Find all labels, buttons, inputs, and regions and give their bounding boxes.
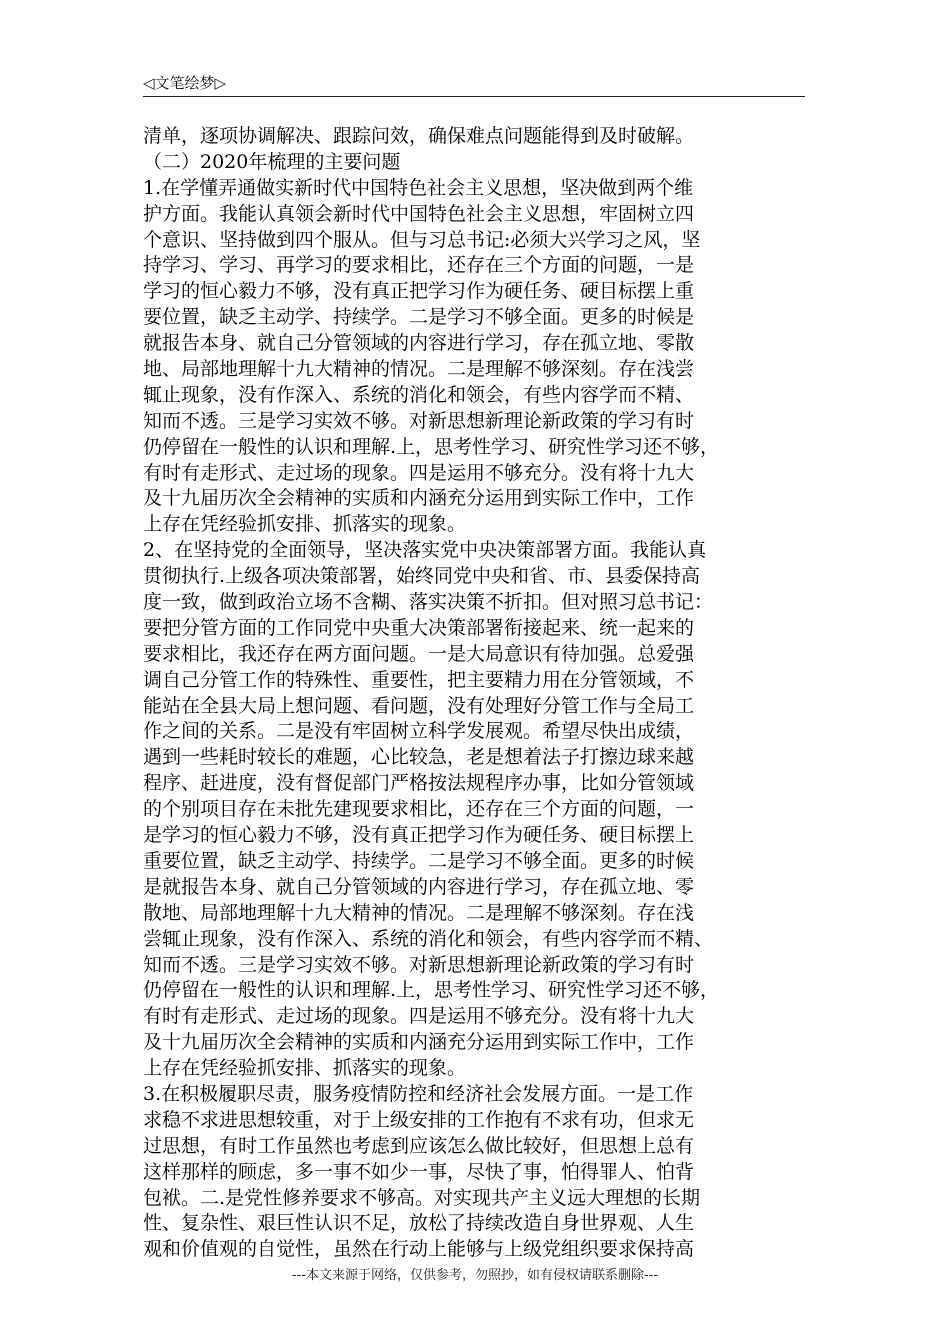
document-body xyxy=(143,124,823,1263)
text-line: 尝辄止现象，没有作深入、系统的消化和领会，有些内容学而不精、 xyxy=(143,927,714,950)
text-line: 要把分管方面的工作同党中央重大决策部署衔接起来、统一起来的 xyxy=(143,616,695,639)
text-line: 能站在全县大局上想问题、看问题，没有处理好分管工作与全局工 xyxy=(143,694,695,717)
text-line: 辄止现象，没有作深入、系统的消化和领会，有些内容学而不精、 xyxy=(143,383,695,406)
text-line: 作之间的关系。二是没有牢固树立科学发展观。希望尽快出成绩， xyxy=(143,720,695,743)
text-line: 要求相比，我还存在两方面问题。一是大局意识有待加强。总爱强 xyxy=(143,642,695,665)
text-line: 学习的恒心毅力不够，没有真正把学习作为硬任务、硬目标摆上重 xyxy=(143,280,695,303)
footer-disclaimer: ---本文来源于网络，仅供参考，勿照抄，如有侵权请联系删除--- xyxy=(291,1268,659,1283)
text-line: 2、在坚持党的全面领导，坚决落实党中央决策部署方面。我能认真 xyxy=(143,539,707,562)
text-line: 仍停留在一般性的认识和理解.上，思考性学习、研究性学习还不够， xyxy=(143,435,720,458)
text-line: 包袱。二.是党性修养要求不够高。对实现共产主义远大理想的长期 xyxy=(143,1186,701,1209)
page-footer xyxy=(0,1264,950,1283)
text-line: 的个别项目存在未批先建现要求相比，还存在三个方面的问题，一 xyxy=(143,798,695,821)
text-line: 持学习、学习、再学习的要求相比，还存在三个方面的问题，一是 xyxy=(143,254,695,277)
text-line: 个意识、坚持做到四个服从。但与习总书记:必须大兴学习之风，坚 xyxy=(143,228,701,251)
text-line: 仍停留在一般性的认识和理解.上，思考性学习、研究性学习还不够， xyxy=(143,979,720,1002)
text-line: 有时有走形式、走过场的现象。四是运用不够充分。没有将十九大 xyxy=(143,461,695,484)
header-brand: ◁文笔绘梦▷ xyxy=(143,74,227,92)
text-line: 重要位置，缺乏主动学、持续学。二是学习不够全面。更多的时候 xyxy=(143,849,695,872)
text-line: 调自己分管工作的特殊性、重要性，把主要精力用在分管领域，不 xyxy=(143,668,695,691)
text-line: 散地、局部地理解十九大精神的情况。二是理解不够深刻。存在浅 xyxy=(143,901,695,924)
text-line: 护方面。我能认真领会新时代中国特色社会主义思想，牢固树立四 xyxy=(143,202,695,225)
text-line: 上存在凭经验抓安排、抓落实的现象。 xyxy=(143,513,467,536)
text-line: 及十九届历次全会精神的实质和内涵充分运用到实际工作中，工作 xyxy=(143,487,695,510)
text-line: 知而不透。三是学习实效不够。对新思想新理论新政策的学习有时 xyxy=(143,409,695,432)
text-line: （二）2020年梳理的主要问题 xyxy=(143,150,401,173)
text-line: 观和价值观的自觉性，虽然在行动上能够与上级党组织要求保持高 xyxy=(143,1238,695,1261)
text-line: 及十九届历次全会精神的实质和内涵充分运用到实际工作中，工作 xyxy=(143,1031,695,1054)
text-line: 要位置，缺乏主动学、持续学。二是学习不够全面。更多的时候是 xyxy=(143,306,695,329)
text-line: 度一致，做到政治立场不含糊、落实决策不折扣。但对照习总书记： xyxy=(143,591,714,614)
text-line: 地、局部地理解十九大精神的情况。二是理解不够深刻。存在浅尝 xyxy=(143,358,695,381)
text-line: 性、复杂性、艰巨性认识不足，放松了持续改造自身世界观、人生 xyxy=(143,1212,695,1235)
text-line: 知而不透。三是学习实效不够。对新思想新理论新政策的学习有时 xyxy=(143,953,695,976)
text-line: 是学习的恒心毅力不够，没有真正把学习作为硬任务、硬目标摆上 xyxy=(143,824,695,847)
text-line: 过思想，有时工作虽然也考虑到应该怎么做比较好，但思想上总有 xyxy=(143,1134,695,1157)
text-line: 清单，逐项协调解决、跟踪问效，确保难点问题能得到及时破解。 xyxy=(143,125,695,147)
text-line: 1.在学懂弄通做实新时代中国特色社会主义思想，坚决做到两个维 xyxy=(143,176,694,199)
text-line: 程序、赶进度，没有督促部门严格按法规程序办事，比如分管领域 xyxy=(143,772,695,795)
text-line: 3.在积极履职尽责，服务疫情防控和经济社会发展方面。一是工作 xyxy=(143,1082,694,1105)
text-line: 上存在凭经验抓安排、抓落实的现象。 xyxy=(143,1057,467,1080)
text-line: 求稳不求进思想较重，对于上级安排的工作抱有不求有功，但求无 xyxy=(143,1108,695,1131)
text-line: 是就报告本身、就自己分管领域的内容进行学习，存在孤立地、零 xyxy=(143,875,695,898)
page-header xyxy=(143,70,805,97)
text-line: 贯彻执行.上级各项决策部署，始终同党中央和省、市、县委保持高 xyxy=(143,565,701,588)
text-line: 这样那样的顾虑，多一事不如少一事，尽快了事，怕得罪人、怕背 xyxy=(143,1160,695,1183)
text-line: 就报告本身、就自己分管领域的内容进行学习，存在孤立地、零散 xyxy=(143,332,695,355)
text-line: 有时有走形式、走过场的现象。四是运用不够充分。没有将十九大 xyxy=(143,1005,695,1028)
text-line: 遇到一些耗时较长的难题，心比较急，老是想着法子打擦边球来越 xyxy=(143,746,695,769)
